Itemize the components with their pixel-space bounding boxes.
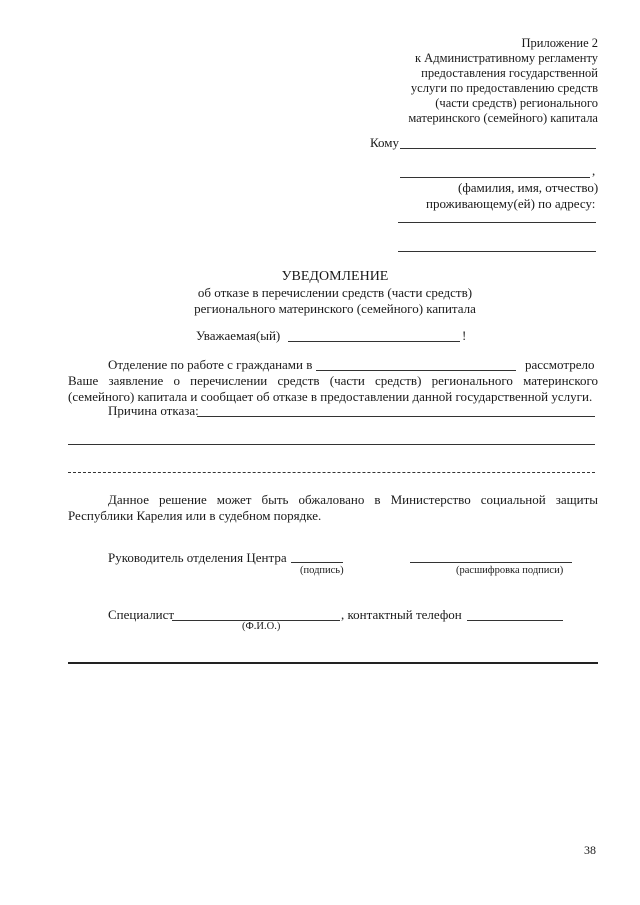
address-label: проживающему(ей) по адресу:	[426, 196, 596, 211]
head-signature-line	[291, 562, 343, 563]
recipient-comma: ,	[592, 163, 596, 178]
fio-hint: (Ф.И.О.)	[242, 621, 281, 632]
reason-line-2	[68, 444, 595, 445]
reason-line-1	[197, 416, 595, 417]
body-p1-start: Отделение по работе с гражданами в	[108, 357, 313, 372]
greeting-suffix: !	[462, 328, 467, 343]
appendix-line: к Административному регламенту	[414, 51, 598, 65]
appeal-text: Данное решение может быть обжаловано в Министерство социальной защиты Республики Карелия или в судебном порядке.	[68, 492, 598, 523]
signature-hint: (подпись)	[300, 565, 344, 576]
notice-title: УВЕДОМЛЕНИЕ	[281, 269, 389, 284]
appendix-line: Приложение 2	[521, 36, 598, 50]
appendix-header	[298, 36, 598, 126]
decode-hint: (расшифровка подписи)	[456, 565, 564, 576]
head-label: Руководитель отделения Центра	[108, 550, 287, 565]
body-p1-end: рассмотрело	[525, 357, 595, 372]
page-number: 38	[584, 843, 596, 857]
address-line-1	[398, 222, 596, 223]
bottom-rule	[68, 662, 598, 664]
greeting-name-line	[288, 341, 460, 342]
address-line-2	[398, 251, 596, 252]
contact-phone-line	[467, 620, 563, 621]
appendix-line: материнского (семейного) капитала	[408, 111, 598, 125]
department-line	[316, 370, 516, 371]
specialist-label: Специалист	[108, 607, 175, 622]
body-p1-rest: Ваше заявление о перечислении средств (части средств) регионального материнского (семейного) капитала и сообщает об отказе в предоставлении данной государственной услуги.	[68, 373, 598, 404]
name-hint: (фамилия, имя, отчество)	[458, 180, 599, 195]
contact-label: , контактный телефон	[341, 607, 462, 622]
notice-subtitle-1: об отказе в перечислении средств (части средств)	[197, 285, 473, 300]
head-decode-line	[410, 562, 572, 563]
reason-line-3	[68, 472, 595, 473]
reason-label: Причина отказа:	[108, 403, 199, 418]
to-label: Кому	[370, 135, 400, 150]
notice-subtitle-2: регионального материнского (семейного) капитала	[194, 301, 476, 316]
appendix-line: услуги по предоставлению средств	[410, 81, 598, 95]
recipient-name-line	[400, 177, 590, 178]
appendix-line: (части средств) регионального	[435, 96, 598, 110]
recipient-line	[400, 148, 596, 149]
greeting-prefix: Уважаемая(ый)	[196, 328, 281, 343]
appendix-line: предоставления государственной	[421, 66, 598, 80]
